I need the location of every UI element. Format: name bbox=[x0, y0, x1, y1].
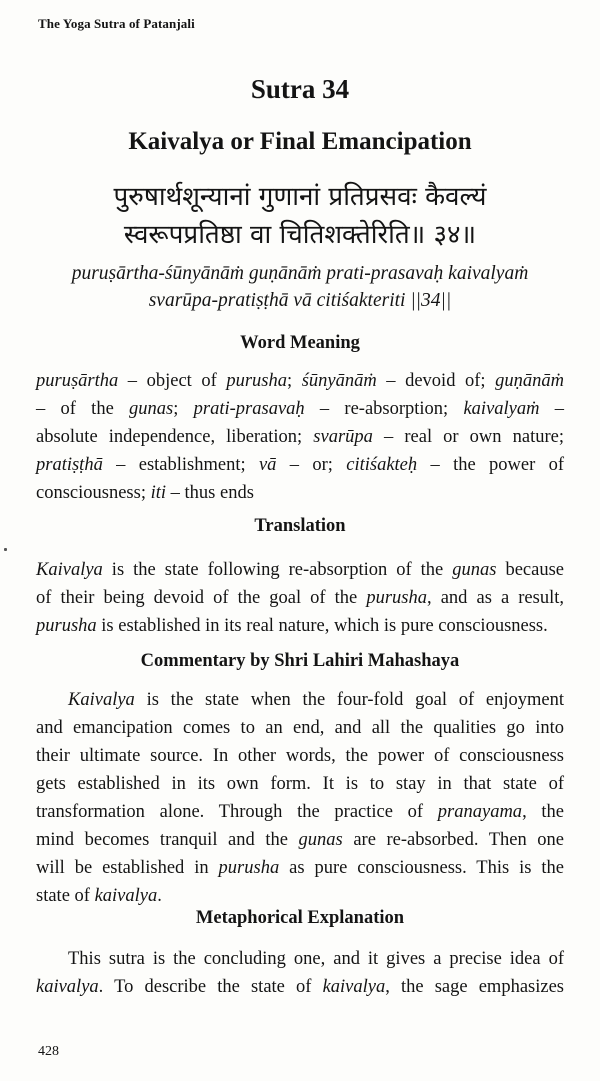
text-line bbox=[36, 798, 564, 826]
italic-term: vā bbox=[258, 455, 277, 475]
text-run: is the state when the four-fold goal of enjoyment bbox=[134, 690, 564, 710]
text-line bbox=[36, 714, 564, 742]
translation-heading: Translation bbox=[254, 516, 346, 536]
italic-term: iti bbox=[150, 483, 167, 503]
italic-term: purusha bbox=[36, 616, 97, 636]
text-run: – re-absorption; bbox=[304, 399, 464, 419]
translation-paragraph bbox=[36, 556, 564, 640]
metaphorical-paragraph bbox=[36, 945, 564, 1001]
running-head: The Yoga Sutra of Patanjali bbox=[38, 16, 195, 31]
text-run: and emancipation comes to an end, and all the qualities go into bbox=[36, 718, 564, 738]
text-run: mind becomes tranquil and the bbox=[36, 830, 299, 850]
word-meaning-heading: Word Meaning bbox=[240, 333, 360, 353]
text-run: . To describe the state of bbox=[98, 977, 323, 997]
sutra-title: Kaivalya or Final Emancipation bbox=[128, 128, 472, 155]
italic-term: citiśakteḥ bbox=[346, 455, 418, 475]
text-line bbox=[36, 367, 564, 395]
text-run: ; bbox=[287, 371, 302, 391]
italic-term: Kaivalya bbox=[36, 560, 103, 580]
metaphorical-heading: Metaphorical Explanation bbox=[195, 908, 405, 928]
text-run: gets established in its own form. It is to stay in that state of bbox=[36, 774, 564, 794]
text-run: is the state following re-absorption of the bbox=[102, 560, 453, 580]
italic-term: kaivalya bbox=[322, 977, 386, 997]
text-line bbox=[36, 612, 564, 640]
text-run: – devoid of; bbox=[376, 371, 496, 391]
italic-term: kaivalyaṁ bbox=[463, 399, 540, 419]
text-line bbox=[36, 479, 564, 507]
italic-term: gunas bbox=[452, 560, 497, 580]
italic-term: Kaivalya bbox=[68, 690, 135, 710]
text-run: – thus ends bbox=[166, 483, 254, 503]
text-line bbox=[36, 945, 564, 973]
text-run: , the sage emphasizes bbox=[385, 977, 564, 997]
text-line bbox=[36, 826, 564, 854]
text-run: , and as a result, bbox=[427, 588, 564, 608]
text-run: – bbox=[539, 399, 565, 419]
text-run: of their being devoid of the goal of the bbox=[36, 588, 367, 608]
text-run: . bbox=[157, 886, 162, 906]
italic-term: kaivalya bbox=[94, 886, 158, 906]
text-run: – of the bbox=[36, 399, 130, 419]
text-run: because bbox=[496, 560, 564, 580]
margin-speck bbox=[4, 548, 7, 551]
text-line bbox=[36, 451, 564, 479]
text-run: transformation alone. Through the practice of bbox=[36, 802, 438, 822]
italic-term: svarūpa bbox=[313, 427, 373, 447]
text-run: are re-absorbed. Then one bbox=[342, 830, 565, 850]
text-run: will be established in bbox=[36, 858, 219, 878]
italic-term: puruṣārtha bbox=[36, 371, 119, 391]
text-line bbox=[36, 556, 564, 584]
text-run: their ultimate source. In other words, the power of consciousness bbox=[36, 746, 564, 766]
text-line bbox=[36, 854, 564, 882]
text-line bbox=[36, 584, 564, 612]
text-run: – object of bbox=[118, 371, 227, 391]
commentary-paragraph bbox=[36, 686, 564, 910]
transliteration-line-2: svarūpa-pratiṣṭhā vā citiśakteriti ||34|| bbox=[148, 290, 452, 311]
italic-term: purusha bbox=[218, 858, 280, 878]
devanagari-line-2: स्वरूपप्रतिष्ठा वा चितिशक्तेरिति॥ ३४॥ bbox=[123, 220, 477, 250]
transliteration-line-1: puruṣārtha-śūnyānāṁ guṇānāṁ prati-prasavaḥ kaivalyaṁ bbox=[71, 263, 529, 284]
italic-term: purusha bbox=[226, 371, 287, 391]
word-meaning-paragraph bbox=[36, 367, 564, 507]
commentary-heading: Commentary by Shri Lahiri Mahashaya bbox=[140, 651, 460, 671]
italic-term: purusha bbox=[366, 588, 427, 608]
italic-term: pratiṣṭhā bbox=[36, 455, 103, 475]
text-line bbox=[36, 686, 564, 714]
text-line bbox=[36, 973, 564, 1001]
italic-term: pranayama bbox=[437, 802, 523, 822]
text-run: ; bbox=[173, 399, 194, 419]
text-run: – the power of bbox=[417, 455, 564, 475]
sutra-number: Sutra 34 bbox=[250, 74, 350, 104]
text-run: – or; bbox=[276, 455, 347, 475]
italic-term: prati-prasavaḥ bbox=[193, 399, 305, 419]
text-run: – establishment; bbox=[102, 455, 259, 475]
text-run: is established in its real nature, which is pure consciousness. bbox=[96, 616, 548, 636]
text-line bbox=[36, 742, 564, 770]
italic-term: gunas bbox=[129, 399, 174, 419]
italic-term: śūnyānāṁ bbox=[301, 371, 377, 391]
text-line bbox=[36, 423, 564, 451]
text-run: , the bbox=[522, 802, 564, 822]
text-run: – real or own nature; bbox=[372, 427, 564, 447]
text-run: state of bbox=[36, 886, 95, 906]
devanagari-line-1: पुरुषार्थशून्यानां गुणानां प्रतिप्रसवः कैवल्यं bbox=[113, 182, 487, 212]
text-run: as pure consciousness. This is the bbox=[279, 858, 564, 878]
italic-term: guṇānāṁ bbox=[495, 371, 564, 391]
text-line bbox=[36, 882, 564, 910]
text-run: absolute independence, liberation; bbox=[36, 427, 314, 447]
page-number: 428 bbox=[38, 1044, 59, 1059]
text-run: consciousness; bbox=[36, 483, 151, 503]
text-line bbox=[36, 770, 564, 798]
italic-term: kaivalya bbox=[36, 977, 99, 997]
text-run: This sutra is the concluding one, and it gives a precise idea of bbox=[68, 949, 564, 969]
italic-term: gunas bbox=[298, 830, 343, 850]
text-line bbox=[36, 395, 564, 423]
